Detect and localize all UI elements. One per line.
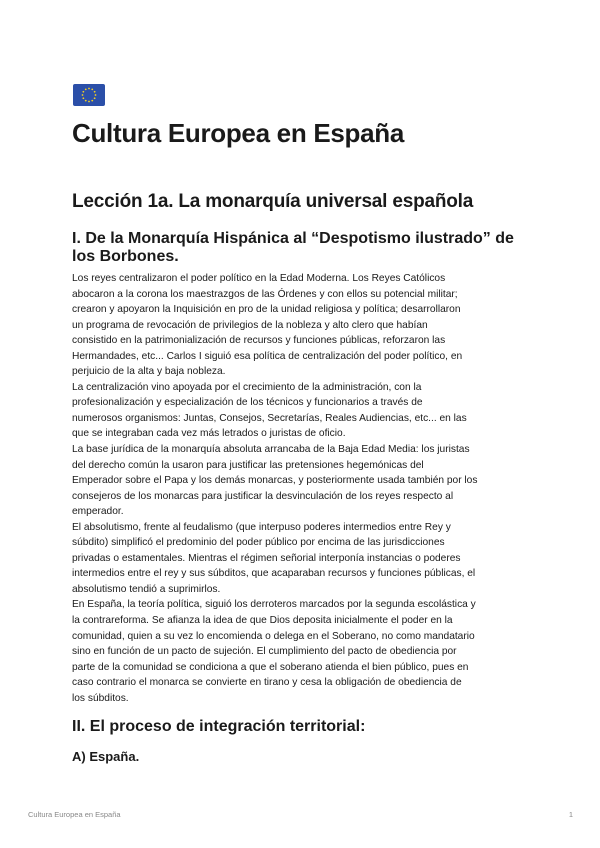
body-text-line: crearon y apoyaron la Inquisición en pro de la unidad religiosa y política; desarrollaron: [72, 304, 461, 316]
body-text-line: privadas o estamentales. Mientras el régimen señorial interponía instancias o poderes: [72, 552, 461, 564]
body-text-line: los súbditos.: [72, 692, 129, 704]
body-paragraphs: [72, 271, 542, 706]
body-text-line: del derecho común la usaron para justificar las pretensiones hegemónicas del: [72, 459, 424, 471]
section-heading-2: II. El proceso de integración territorial:: [72, 718, 366, 735]
body-text-line: un programa de revocación de privilegios de la nobleza y alto clero que habían: [72, 319, 428, 331]
body-text-line: absolutismo tendió a suprimirlos.: [72, 583, 221, 595]
body-text-line: profesionalización y especialización de los técnicos y funcionarios a través de: [72, 397, 423, 409]
subsection-heading-a: A) España.: [72, 749, 140, 764]
lesson-title: Lección 1a. La monarquía universal española: [72, 191, 474, 212]
body-text-line: Hermandades, etc... Carlos I siguió esa política de centralización del poder político, en: [72, 350, 463, 362]
body-text-line: numerosos organismos: Juntas, Consejos, Secretarías, Reales Audiencias, etc... en las: [72, 412, 467, 424]
body-text-line: parte de la comunidad se condiciona a que el soberano atienda el bien público, pues en: [72, 661, 469, 673]
body-text-line: El absolutismo, frente al feudalismo (que interpuso poderes intermedios entre Rey y: [72, 521, 451, 533]
body-text-line: consejeros de los monarcas para justificar la desvinculación de los reyes respecto al: [72, 490, 454, 502]
body-text-line: comunidad, quien a su vez lo encomienda o delega en el Soberano, no como mandatario: [72, 630, 475, 642]
body-text-line: La base jurídica de la monarquía absoluta arrancaba de la Baja Edad Media: los juristas: [72, 444, 470, 456]
body-text-line: emperador.: [72, 506, 124, 518]
body-text-line: sino en función de un pacto de sujeción. El cumplimiento del pacto de obediencia por: [72, 646, 457, 658]
body-text-line: abocaron a la corona los maestrazgos de las Órdenes y con ellos su potencial militar;: [72, 288, 458, 300]
body-text-line: Emperador sobre el Papa y los demás monarcas, y posteriormente usada también por los: [72, 475, 478, 487]
body-text-line: La centralización vino apoyada por el crecimiento de la administración, con la: [72, 381, 422, 393]
body-text-line: la contrareforma. Se afianza la idea de que Dios deposita inicialmente el poder en la: [72, 615, 453, 627]
body-text-line: que se integraban cada vez más letrados o juristas de oficio.: [72, 428, 346, 440]
footer-page-number: 1: [568, 810, 573, 819]
body-text-line: súbdito) simplificó el predominio del poder público por encima de las jurisdicciones: [72, 537, 445, 549]
body-text-line: caso contrario el monarca se convierte en tirano y cesa la obligación de obediencia de: [72, 677, 462, 689]
body-text-line: En España, la teoría política, siguió los derroteros marcados por la segunda escolástica y: [72, 599, 476, 611]
body-text-line: Los reyes centralizaron el poder político en la Edad Moderna. Los Reyes Católicos: [72, 273, 446, 284]
section-heading-1: I. De la Monarquía Hispánica al “Despotismo ilustrado” de los Borbones.: [72, 230, 514, 265]
eu-flag-icon: [73, 84, 105, 106]
body-text-line: consistido en la patrimonialización de recursos y funciones públicas, reforzaron las: [72, 335, 446, 347]
body-text-line: intermedios entre el rey y sus súbditos, que acaparaban recursos y funciones públicas, el: [72, 568, 476, 580]
body-text-line: perjuicio de la alta y baja nobleza.: [72, 366, 226, 378]
footer-document-title: Cultura Europea en España: [28, 810, 121, 819]
document-title: Cultura Europea en España: [72, 118, 405, 148]
